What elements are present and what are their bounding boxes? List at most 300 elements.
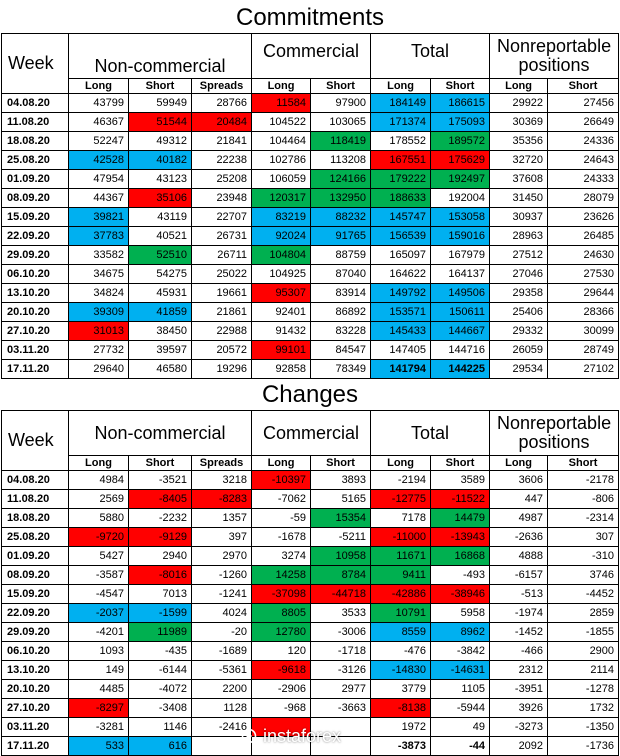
table-row: [2, 170, 619, 189]
table-row: [2, 528, 619, 547]
value-cell: -806: [548, 490, 619, 509]
value-cell: -3873: [371, 737, 431, 756]
value-cell: 178552: [371, 132, 431, 151]
value-cell: -1974: [490, 604, 548, 623]
value-cell: 1105: [431, 680, 490, 699]
value-cell: 153058: [431, 208, 490, 227]
value-cell: 186615: [431, 94, 490, 113]
value-cell: 54275: [129, 265, 192, 284]
value-cell: -11522: [431, 490, 490, 509]
week-cell: 27.10.20: [2, 699, 69, 718]
value-cell: 30099: [548, 322, 619, 341]
value-cell: 92401: [252, 303, 311, 322]
value-cell: -14830: [371, 661, 431, 680]
value-cell: 4987: [490, 509, 548, 528]
value-cell: -8283: [192, 490, 252, 509]
commitments-table: [1, 33, 619, 379]
value-cell: 28366: [548, 303, 619, 322]
table-row: [2, 341, 619, 360]
table-row: [2, 246, 619, 265]
col-long: Long: [371, 79, 431, 94]
value-cell: -968: [252, 699, 311, 718]
value-cell: -3521: [129, 471, 192, 490]
value-cell: 616: [129, 737, 192, 756]
week-cell: 29.09.20: [2, 623, 69, 642]
value-cell: -38946: [431, 585, 490, 604]
value-cell: 4888: [490, 547, 548, 566]
value-cell: -12775: [371, 490, 431, 509]
value-cell: -1260: [192, 566, 252, 585]
value-cell: 120317: [252, 189, 311, 208]
value-cell: 9411: [371, 566, 431, 585]
value-cell: 29358: [490, 284, 548, 303]
value-cell: -1452: [490, 623, 548, 642]
value-cell: -5944: [431, 699, 490, 718]
week-cell: 04.08.20: [2, 94, 69, 113]
value-cell: -4072: [129, 680, 192, 699]
value-cell: -3408: [129, 699, 192, 718]
table-row: [2, 490, 619, 509]
value-cell: 52510: [129, 246, 192, 265]
week-cell: 03.11.20: [2, 718, 69, 737]
table-row: [2, 642, 619, 661]
value-cell: 30369: [490, 113, 548, 132]
value-cell: -4201: [69, 623, 129, 642]
col-long: Long: [252, 79, 311, 94]
week-cell: 25.08.20: [2, 528, 69, 547]
value-cell: 2977: [311, 680, 371, 699]
value-cell: 167979: [431, 246, 490, 265]
value-cell: 39597: [129, 341, 192, 360]
value-cell: 39309: [69, 303, 129, 322]
value-cell: 2970: [192, 547, 252, 566]
value-cell: 41859: [129, 303, 192, 322]
table-row: [2, 132, 619, 151]
value-cell: 26059: [490, 341, 548, 360]
value-cell: -5211: [311, 528, 371, 547]
value-cell: -14631: [431, 661, 490, 680]
value-cell: 21841: [192, 132, 252, 151]
value-cell: 27530: [548, 265, 619, 284]
value-cell: 26711: [192, 246, 252, 265]
value-cell: 167551: [371, 151, 431, 170]
value-cell: 184149: [371, 94, 431, 113]
changes-section: [0, 378, 620, 754]
week-cell: 11.08.20: [2, 490, 69, 509]
commitments-title: Commitments: [235, 4, 385, 31]
table-row: [2, 699, 619, 718]
value-cell: 34675: [69, 265, 129, 284]
value-cell: 43799: [69, 94, 129, 113]
value-cell: 533: [69, 737, 129, 756]
value-cell: 145747: [371, 208, 431, 227]
value-cell: 8784: [311, 566, 371, 585]
table-row: [2, 265, 619, 284]
value-cell: -3587: [69, 566, 129, 585]
table-row: [2, 189, 619, 208]
value-cell: 10958: [311, 547, 371, 566]
value-cell: 8559: [371, 623, 431, 642]
value-cell: 19661: [192, 284, 252, 303]
value-cell: -1689: [192, 642, 252, 661]
value-cell: 31013: [69, 322, 129, 341]
value-cell: 175629: [431, 151, 490, 170]
value-cell: 92858: [252, 360, 311, 379]
col-long: Long: [371, 456, 431, 471]
value-cell: 52247: [69, 132, 129, 151]
week-cell: 18.08.20: [2, 509, 69, 528]
value-cell: 20572: [192, 341, 252, 360]
value-cell: 28079: [548, 189, 619, 208]
value-cell: 141794: [371, 360, 431, 379]
value-cell: 7013: [129, 585, 192, 604]
non-commercial-header: Non-commercial: [69, 34, 252, 79]
value-cell: -1855: [548, 623, 619, 642]
value-cell: 5880: [69, 509, 129, 528]
value-cell: 27456: [548, 94, 619, 113]
week-header: Week: [2, 411, 69, 471]
value-cell: 42528: [69, 151, 129, 170]
table-row: [2, 566, 619, 585]
changes-table: [1, 410, 619, 756]
value-cell: 45931: [129, 284, 192, 303]
value-cell: 188633: [371, 189, 431, 208]
value-cell: 35356: [490, 132, 548, 151]
value-cell: 78349: [311, 360, 371, 379]
value-cell: 46580: [129, 360, 192, 379]
table-row: [2, 623, 619, 642]
value-cell: 23626: [548, 208, 619, 227]
value-cell: 3533: [311, 604, 371, 623]
value-cell: 29644: [548, 284, 619, 303]
value-cell: 11584: [252, 94, 311, 113]
value-cell: 24630: [548, 246, 619, 265]
value-cell: 87040: [311, 265, 371, 284]
value-cell: 7178: [371, 509, 431, 528]
value-cell: 15354: [311, 509, 371, 528]
value-cell: 37783: [69, 227, 129, 246]
value-cell: 28749: [548, 341, 619, 360]
total-header: Total: [371, 34, 490, 79]
week-cell: 17.11.20: [2, 737, 69, 756]
value-cell: -3006: [311, 623, 371, 642]
value-cell: -2416: [192, 718, 252, 737]
value-cell: 147405: [371, 341, 431, 360]
value-cell: 30937: [490, 208, 548, 227]
value-cell: 8805: [252, 604, 311, 623]
value-cell: -44718: [311, 585, 371, 604]
value-cell: -4452: [548, 585, 619, 604]
week-cell: 13.10.20: [2, 284, 69, 303]
col-short: Short: [548, 456, 619, 471]
value-cell: -59: [252, 509, 311, 528]
table-row: [2, 547, 619, 566]
week-cell: 15.09.20: [2, 585, 69, 604]
value-cell: 144667: [431, 322, 490, 341]
value-cell: -1278: [548, 680, 619, 699]
commercial-header: Commercial: [252, 34, 371, 79]
value-cell: 97900: [311, 94, 371, 113]
value-cell: 150611: [431, 303, 490, 322]
week-cell: 03.11.20: [2, 341, 69, 360]
value-cell: 106059: [252, 170, 311, 189]
value-cell: 29640: [69, 360, 129, 379]
week-cell: 08.09.20: [2, 189, 69, 208]
value-cell: 171374: [371, 113, 431, 132]
value-cell: 59949: [129, 94, 192, 113]
col-long: Long: [252, 456, 311, 471]
value-cell: -42886: [371, 585, 431, 604]
value-cell: 124166: [311, 170, 371, 189]
value-cell: 33582: [69, 246, 129, 265]
value-cell: 86892: [311, 303, 371, 322]
col-spreads: Spreads: [192, 79, 252, 94]
value-cell: 104925: [252, 265, 311, 284]
value-cell: -44: [431, 737, 490, 756]
value-cell: 3746: [548, 566, 619, 585]
value-cell: 31450: [490, 189, 548, 208]
value-cell: 5427: [69, 547, 129, 566]
value-cell: -3951: [490, 680, 548, 699]
week-cell: 18.08.20: [2, 132, 69, 151]
value-cell: 12780: [252, 623, 311, 642]
week-cell: 29.09.20: [2, 246, 69, 265]
value-cell: -435: [129, 642, 192, 661]
week-cell: 25.08.20: [2, 151, 69, 170]
commercial-header: Commercial: [252, 411, 371, 456]
value-cell: -9720: [69, 528, 129, 547]
col-short: Short: [129, 456, 192, 471]
value-cell: 3274: [252, 547, 311, 566]
value-cell: 29922: [490, 94, 548, 113]
value-cell: 29534: [490, 360, 548, 379]
value-cell: 14479: [431, 509, 490, 528]
value-cell: 145433: [371, 322, 431, 341]
value-cell: -6144: [129, 661, 192, 680]
value-cell: 99101: [252, 341, 311, 360]
value-cell: 43119: [129, 208, 192, 227]
week-cell: 27.10.20: [2, 322, 69, 341]
value-cell: 39821: [69, 208, 129, 227]
value-cell: 132950: [311, 189, 371, 208]
value-cell: 49312: [129, 132, 192, 151]
table-row: [2, 680, 619, 699]
value-cell: -3663: [311, 699, 371, 718]
col-short: Short: [548, 79, 619, 94]
value-cell: 29332: [490, 322, 548, 341]
non-commercial-header: Non-commercial: [69, 411, 252, 456]
value-cell: 26649: [548, 113, 619, 132]
value-cell: 5958: [431, 604, 490, 623]
week-cell: 01.09.20: [2, 547, 69, 566]
value-cell: 192004: [431, 189, 490, 208]
value-cell: 104804: [252, 246, 311, 265]
value-cell: 447: [490, 490, 548, 509]
value-cell: 20484: [192, 113, 252, 132]
value-cell: 26731: [192, 227, 252, 246]
value-cell: 40182: [129, 151, 192, 170]
value-cell: 149506: [431, 284, 490, 303]
week-cell: 22.09.20: [2, 604, 69, 623]
value-cell: -7062: [252, 490, 311, 509]
value-cell: 91432: [252, 322, 311, 341]
week-cell: 15.09.20: [2, 208, 69, 227]
value-cell: 26485: [548, 227, 619, 246]
week-cell: 06.10.20: [2, 642, 69, 661]
value-cell: 1093: [69, 642, 129, 661]
value-cell: 27046: [490, 265, 548, 284]
value-cell: -1736: [548, 737, 619, 756]
value-cell: 24336: [548, 132, 619, 151]
value-cell: 84547: [311, 341, 371, 360]
value-cell: 11671: [371, 547, 431, 566]
value-cell: 22988: [192, 322, 252, 341]
value-cell: -2314: [548, 509, 619, 528]
changes-title: Changes: [261, 381, 359, 408]
table-row: [2, 322, 619, 341]
value-cell: 25208: [192, 170, 252, 189]
table-row: [2, 604, 619, 623]
total-header: Total: [371, 411, 490, 456]
value-cell: 34824: [69, 284, 129, 303]
col-spreads: Spreads: [192, 456, 252, 471]
col-long: Long: [490, 79, 548, 94]
value-cell: 27732: [69, 341, 129, 360]
value-cell: 16868: [431, 547, 490, 566]
value-cell: 27512: [490, 246, 548, 265]
table-row: [2, 360, 619, 379]
week-cell: 11.08.20: [2, 113, 69, 132]
value-cell: 3893: [311, 471, 371, 490]
col-short: Short: [311, 456, 371, 471]
col-short: Short: [431, 79, 490, 94]
value-cell: -2194: [371, 471, 431, 490]
value-cell: 164622: [371, 265, 431, 284]
value-cell: 24643: [548, 151, 619, 170]
value-cell: -20: [192, 623, 252, 642]
value-cell: 118419: [311, 132, 371, 151]
value-cell: 1128: [192, 699, 252, 718]
col-short: Short: [431, 456, 490, 471]
value-cell: -493: [431, 566, 490, 585]
col-long: Long: [69, 456, 129, 471]
value-cell: 32720: [490, 151, 548, 170]
col-short: Short: [311, 79, 371, 94]
value-cell: 21861: [192, 303, 252, 322]
week-cell: 20.10.20: [2, 303, 69, 322]
table-row: [2, 661, 619, 680]
value-cell: 3779: [371, 680, 431, 699]
value-cell: 3926: [490, 699, 548, 718]
value-cell: 24333: [548, 170, 619, 189]
value-cell: 1732: [548, 699, 619, 718]
week-cell: 06.10.20: [2, 265, 69, 284]
value-cell: 144716: [431, 341, 490, 360]
value-cell: -9618: [252, 661, 311, 680]
value-cell: 11989: [129, 623, 192, 642]
value-cell: -11000: [371, 528, 431, 547]
table-row: [2, 208, 619, 227]
value-cell: 2114: [548, 661, 619, 680]
value-cell: 14258: [252, 566, 311, 585]
value-cell: 144225: [431, 360, 490, 379]
value-cell: 22238: [192, 151, 252, 170]
value-cell: -13943: [431, 528, 490, 547]
week-cell: 17.11.20: [2, 360, 69, 379]
value-cell: -8405: [129, 490, 192, 509]
value-cell: 103065: [311, 113, 371, 132]
value-cell: 2092: [490, 737, 548, 756]
value-cell: 19296: [192, 360, 252, 379]
col-short: Short: [129, 79, 192, 94]
value-cell: 88232: [311, 208, 371, 227]
value-cell: 4485: [69, 680, 129, 699]
value-cell: 153571: [371, 303, 431, 322]
value-cell: 28766: [192, 94, 252, 113]
week-cell: 13.10.20: [2, 661, 69, 680]
value-cell: 51544: [129, 113, 192, 132]
table-row: [2, 471, 619, 490]
value-cell: 2200: [192, 680, 252, 699]
value-cell: 83914: [311, 284, 371, 303]
value-cell: -1241: [192, 585, 252, 604]
value-cell: -10397: [252, 471, 311, 490]
col-long: Long: [69, 79, 129, 94]
value-cell: 43123: [129, 170, 192, 189]
value-cell: -3126: [311, 661, 371, 680]
week-cell: 20.10.20: [2, 680, 69, 699]
value-cell: 22707: [192, 208, 252, 227]
value-cell: 175093: [431, 113, 490, 132]
value-cell: -2636: [490, 528, 548, 547]
watermark: [241, 721, 391, 751]
value-cell: 5165: [311, 490, 371, 509]
value-cell: 159016: [431, 227, 490, 246]
value-cell: 165097: [371, 246, 431, 265]
value-cell: -513: [490, 585, 548, 604]
value-cell: 8962: [431, 623, 490, 642]
value-cell: -4547: [69, 585, 129, 604]
value-cell: 2940: [129, 547, 192, 566]
value-cell: 149: [69, 661, 129, 680]
value-cell: 189572: [431, 132, 490, 151]
table-row: [2, 151, 619, 170]
value-cell: 3606: [490, 471, 548, 490]
value-cell: 28963: [490, 227, 548, 246]
nonreportable-header: Nonreportable positions: [490, 411, 619, 456]
table-row: [2, 284, 619, 303]
value-cell: -1678: [252, 528, 311, 547]
value-cell: 25406: [490, 303, 548, 322]
value-cell: 44367: [69, 189, 129, 208]
value-cell: -5361: [192, 661, 252, 680]
week-cell: 01.09.20: [2, 170, 69, 189]
value-cell: -2178: [548, 471, 619, 490]
value-cell: -3281: [69, 718, 129, 737]
nonreportable-header: Nonreportable positions: [490, 34, 619, 79]
value-cell: 49: [431, 718, 490, 737]
value-cell: 1357: [192, 509, 252, 528]
value-cell: 113208: [311, 151, 371, 170]
value-cell: 2859: [548, 604, 619, 623]
value-cell: -3842: [431, 642, 490, 661]
value-cell: 46367: [69, 113, 129, 132]
value-cell: 156539: [371, 227, 431, 246]
value-cell: 40521: [129, 227, 192, 246]
value-cell: 1146: [129, 718, 192, 737]
table-row: [2, 227, 619, 246]
value-cell: 397: [192, 528, 252, 547]
